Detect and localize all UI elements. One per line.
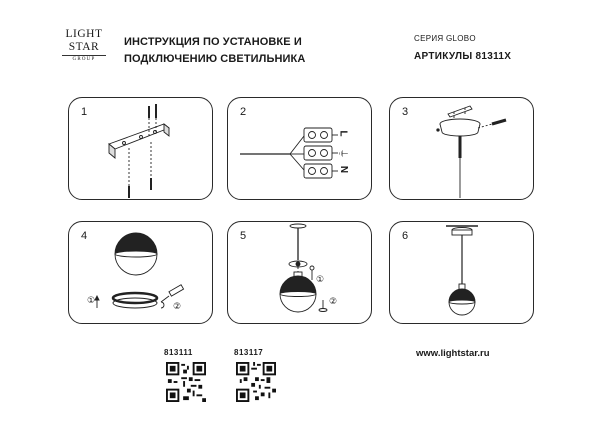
step-3-panel xyxy=(389,97,534,200)
marker-1: ① xyxy=(316,274,325,284)
step-number: 3 xyxy=(402,106,409,118)
step-1-panel xyxy=(68,97,213,200)
series-label: СЕРИЯ GLOBO xyxy=(414,34,476,43)
step-6-panel xyxy=(389,221,534,324)
step-number: 1 xyxy=(81,106,88,118)
pendant-assembly-icon xyxy=(228,222,373,325)
finished-pendant-icon xyxy=(390,222,535,325)
qr-code-icon[interactable] xyxy=(236,362,276,402)
step-number: 2 xyxy=(240,106,247,118)
step-number: 6 xyxy=(402,230,409,242)
step-4-panel xyxy=(68,221,213,324)
step-number: 4 xyxy=(81,230,88,242)
article-number-813111: 813111 xyxy=(164,348,193,357)
step-5-panel xyxy=(227,221,372,324)
terminal-n-label: N xyxy=(338,165,350,174)
lightstar-logo: LIGHT STAR GROUP xyxy=(62,29,106,62)
website-link[interactable]: www.lightstar.ru xyxy=(416,348,490,359)
title-line-1: ИНСТРУКЦИЯ ПО УСТАНОВКЕ И xyxy=(124,36,302,48)
marker-2: ② xyxy=(173,301,182,311)
title-line-2: ПОДКЛЮЧЕНИЮ СВЕТИЛЬНИКА xyxy=(124,53,306,65)
article-number-813117: 813117 xyxy=(234,348,264,357)
canopy-screw-icon xyxy=(390,98,535,201)
marker-2: ② xyxy=(329,296,338,306)
document-title xyxy=(124,34,364,68)
step-number: 5 xyxy=(240,230,247,242)
step-2-panel xyxy=(227,97,372,200)
globe-shade-ring-icon xyxy=(69,222,214,325)
marker-1: ① xyxy=(87,295,96,305)
terminal-ground-label: ⏚ xyxy=(336,148,348,159)
article-label: АРТИКУЛЫ 81311X xyxy=(414,51,512,62)
qr-code-icon[interactable] xyxy=(166,362,206,402)
mounting-bracket-screws-icon xyxy=(69,98,214,201)
terminal-l-label: L xyxy=(337,130,349,137)
